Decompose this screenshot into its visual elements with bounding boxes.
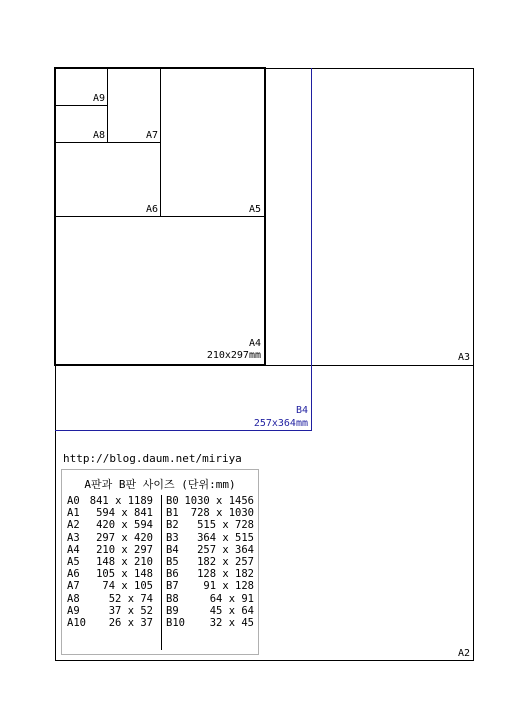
size-value: 420 x 594	[96, 519, 153, 532]
size-name: B9	[166, 604, 179, 617]
size-row	[67, 556, 155, 568]
label-b4: B4	[295, 405, 308, 416]
size-row	[166, 532, 256, 544]
label-a6: A6	[145, 204, 158, 215]
size-name: A5	[67, 556, 80, 569]
size-name: B5	[166, 556, 179, 569]
size-name: A7	[67, 580, 80, 593]
size-name: A10	[67, 617, 86, 630]
size-value: 128 x 182	[197, 568, 254, 581]
size-row	[166, 507, 256, 519]
size-name: A2	[67, 519, 80, 532]
size-name: B3	[166, 531, 179, 544]
blog-url: http://blog.daum.net/miriya	[63, 452, 242, 465]
size-value: 26 x 37	[108, 617, 153, 630]
size-name: B6	[166, 568, 179, 581]
size-row	[166, 495, 256, 507]
size-row	[166, 580, 256, 592]
size-value: 728 x 1030	[190, 507, 254, 520]
size-name: A8	[67, 592, 80, 605]
size-value: 32 x 45	[209, 617, 254, 630]
size-value: 594 x 841	[96, 507, 153, 520]
size-value: 74 x 105	[102, 580, 153, 593]
a-series-column	[67, 495, 155, 629]
size-name: A1	[67, 507, 80, 520]
size-name: A3	[67, 531, 80, 544]
size-value: 91 x 128	[203, 580, 254, 593]
size-row	[67, 580, 155, 592]
label-a2: A2	[457, 648, 470, 659]
size-value: 45 x 64	[209, 604, 254, 617]
table-title: A판과 B판 사이즈 (단위:mm)	[84, 478, 236, 491]
size-row	[67, 593, 155, 605]
size-row	[166, 556, 256, 568]
label-a5: A5	[248, 204, 261, 215]
size-row	[67, 568, 155, 580]
label-a7: A7	[145, 130, 158, 141]
size-name: A9	[67, 604, 80, 617]
size-value: 364 x 515	[197, 531, 254, 544]
size-name: B0	[166, 495, 179, 507]
size-row	[166, 593, 256, 605]
size-value: 841 x 1189	[89, 495, 153, 507]
label-a8: A8	[92, 130, 105, 141]
size-name: B7	[166, 580, 179, 593]
size-row	[67, 495, 155, 507]
size-row	[67, 605, 155, 617]
size-name: B2	[166, 519, 179, 532]
size-name: A4	[67, 543, 80, 556]
size-row	[166, 605, 256, 617]
size-row	[166, 519, 256, 531]
size-value: 515 x 728	[197, 519, 254, 532]
size-row	[67, 544, 155, 556]
size-row	[67, 519, 155, 531]
label-b4-size: 257x364mm	[253, 418, 308, 429]
size-name: B10	[166, 617, 185, 630]
size-value: 52 x 74	[108, 592, 153, 605]
size-value: 148 x 210	[96, 556, 153, 569]
size-name: B4	[166, 543, 179, 556]
size-name: B1	[166, 507, 179, 520]
size-name: A0	[67, 495, 80, 507]
size-value: 64 x 91	[209, 592, 254, 605]
size-row	[166, 617, 256, 629]
label-a4-size: 210x297mm	[206, 350, 261, 361]
size-row	[67, 507, 155, 519]
b-series-column	[166, 495, 256, 629]
label-a4: A4	[248, 338, 261, 349]
size-value: 210 x 297	[96, 543, 153, 556]
size-name: B8	[166, 592, 179, 605]
column-divider	[161, 495, 162, 650]
size-name: A6	[67, 568, 80, 581]
size-row	[67, 532, 155, 544]
size-row	[67, 617, 155, 629]
size-value: 37 x 52	[108, 604, 153, 617]
paper-size-table	[61, 469, 259, 655]
size-value: 297 x 420	[96, 531, 153, 544]
size-value: 1030 x 1456	[184, 495, 254, 507]
size-row	[166, 544, 256, 556]
size-value: 105 x 148	[96, 568, 153, 581]
size-row	[166, 568, 256, 580]
label-a9: A9	[92, 93, 105, 104]
size-value: 182 x 257	[197, 556, 254, 569]
size-value: 257 x 364	[197, 543, 254, 556]
label-a3: A3	[457, 352, 470, 363]
